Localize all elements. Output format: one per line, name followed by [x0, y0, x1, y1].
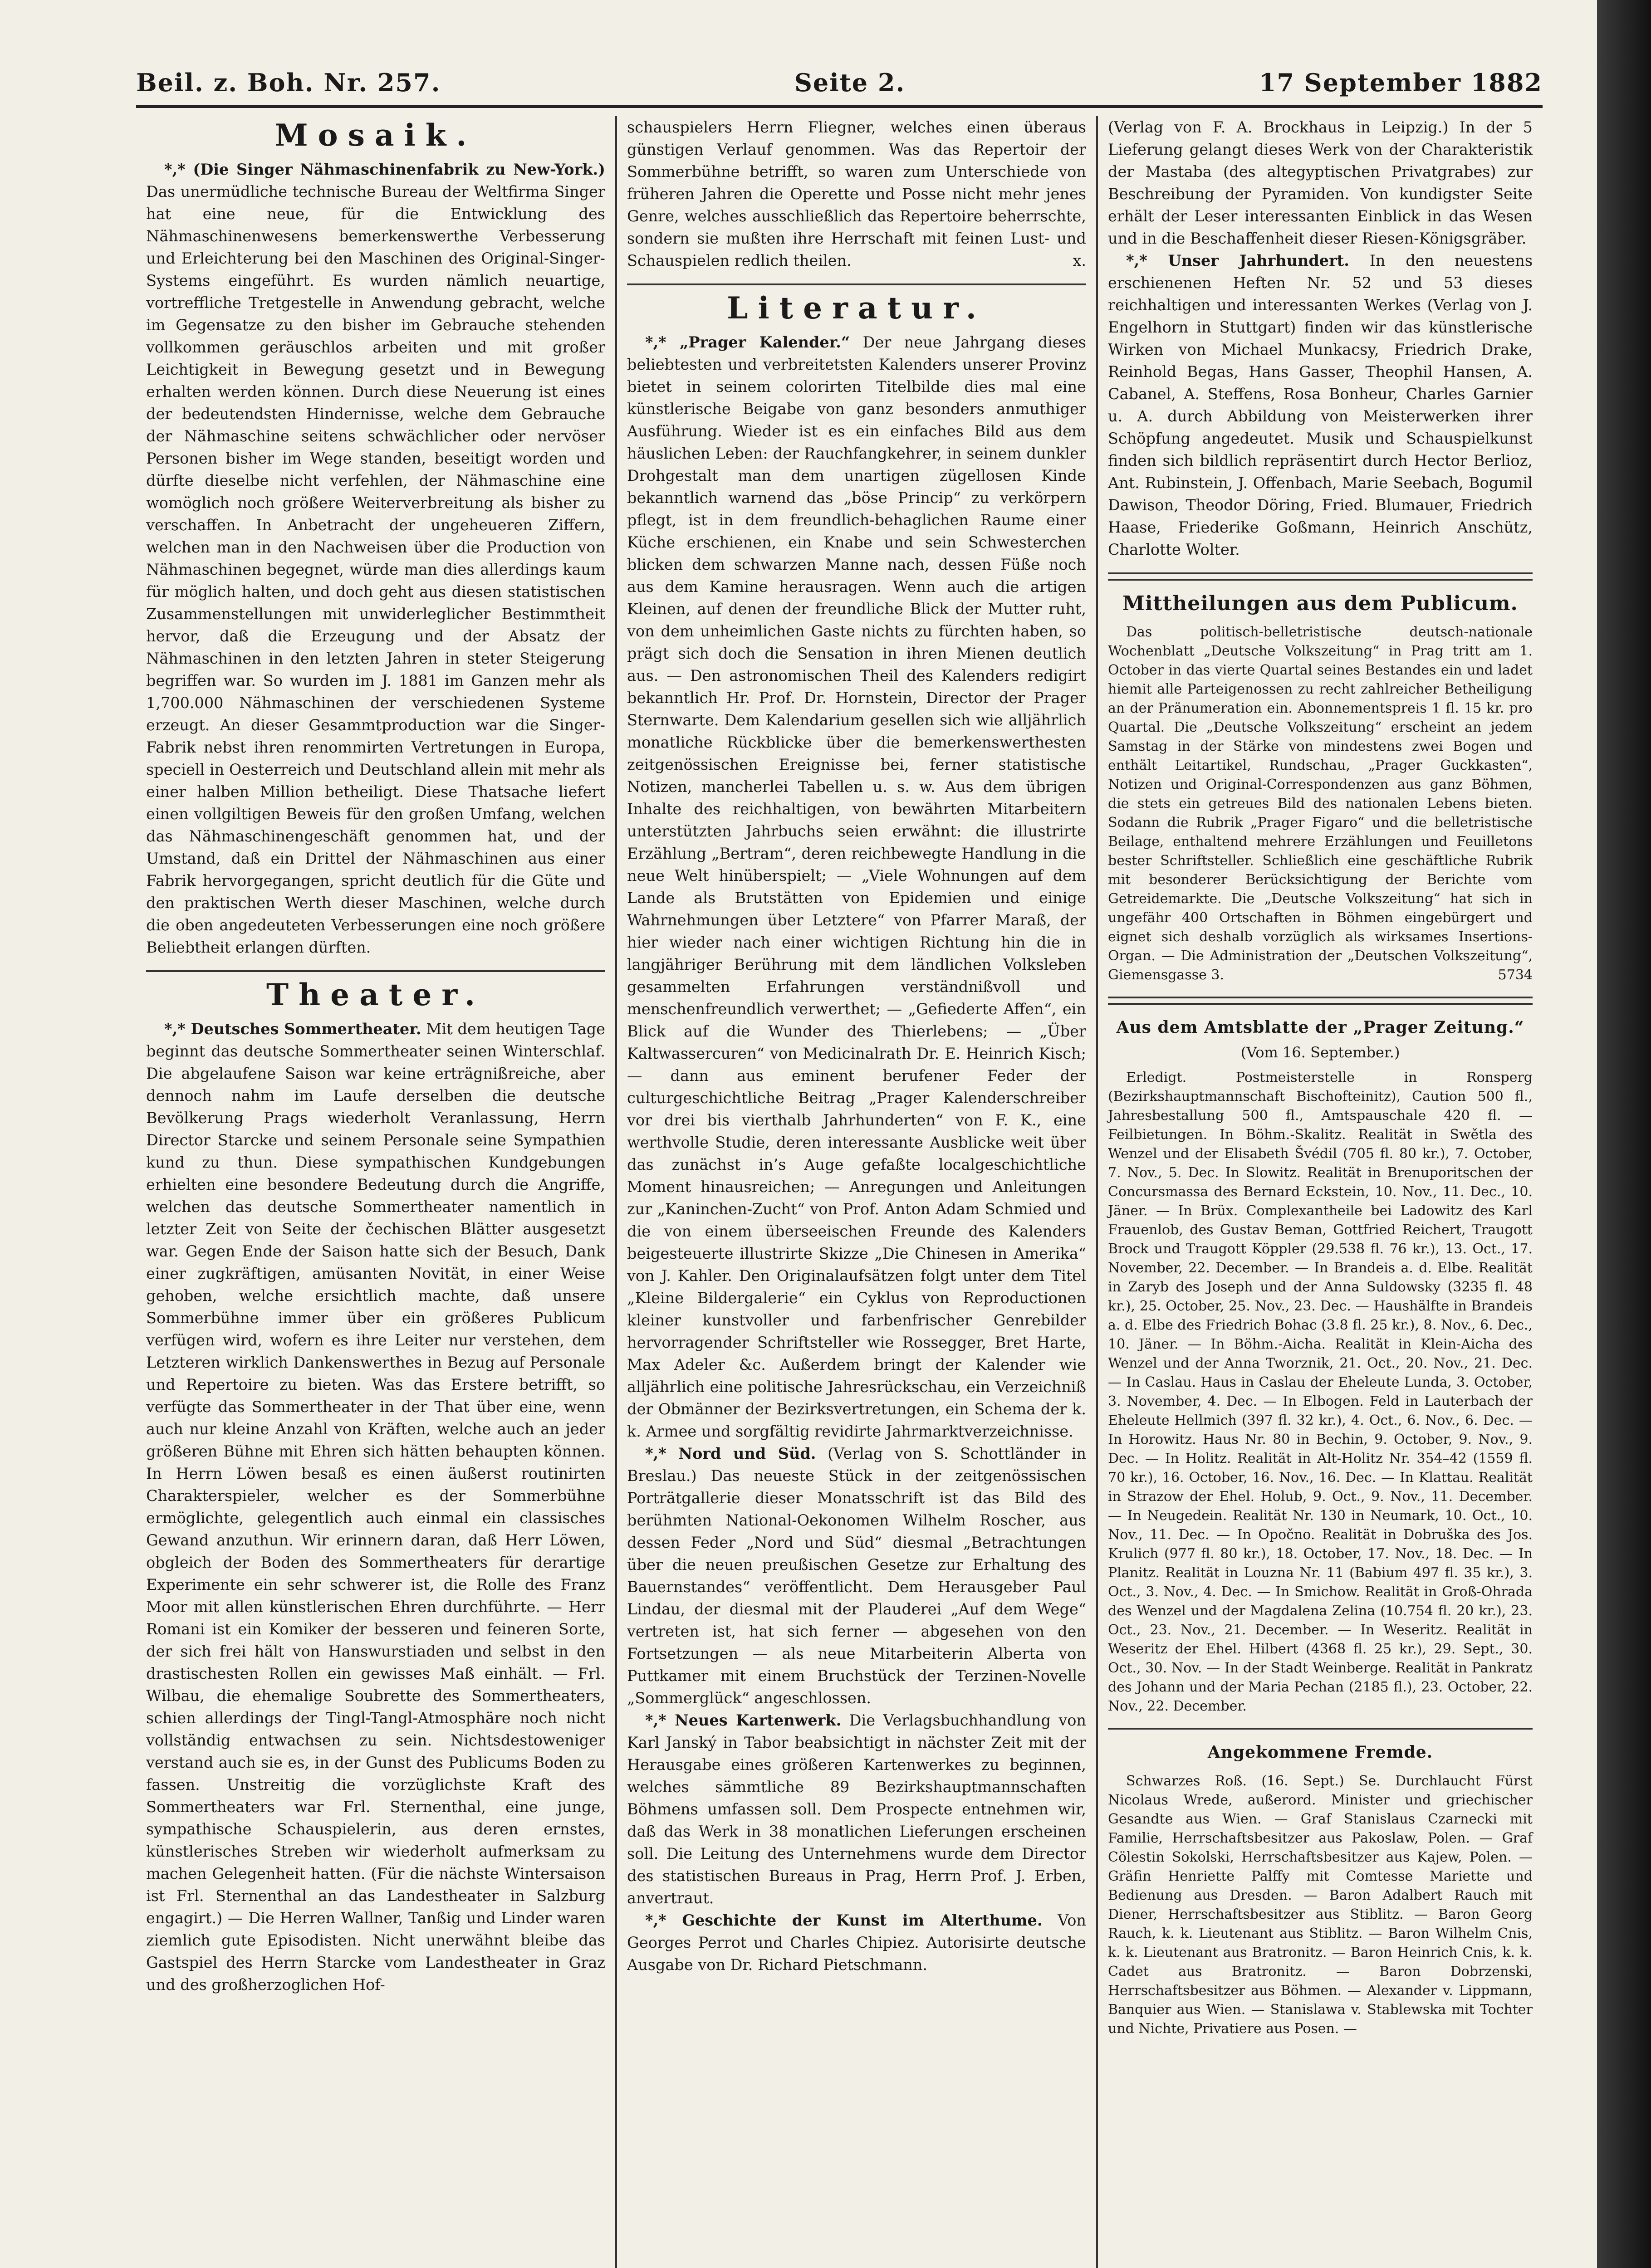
section-title-mosaik: Mosaik. — [274, 117, 477, 153]
article-continuation — [627, 116, 1086, 272]
article-lead: *,* (Die Singer Nähmaschinenfabrik zu New-York.) — [164, 161, 605, 178]
article-body: Das unermüdliche technische Bureau der Weltfirma Singer hat eine neue, für die Entwicklung des Nähmaschinenwesens bemerkenswerthe Verbesserung und Erleichterung bei den Maschinen des Original-Singer-Systems eingeführt. Es wurden nämlich neuartige, vortreffliche Tretgestelle in Anwendung gebracht, welche im Gegensatze zu den bisher im Gebrauche stehenden vollkommen geräuschlos arbeiten und mit großer Leichtigkeit in Bewegung gesetzt und in Bewegung erhalten werden können. Durch diese Neuerung ist eines der bedeutendsten Hindernisse, welche dem Gebrauche der Nähmaschine seitens schwächlicher oder nervöser Personen bisher im Wege standen, beseitigt worden und dürfte dieselbe nicht verfehlen, der Nähmaschine eine womöglich noch größere Weiterverbreitung als bisher zu verschaffen. In Anbetracht der ungeheueren Ziffern, welchen man in den Nachweisen über die Production von Nähmaschinen begegnet, würde man dies allerdings kaum für möglich halten, und doch geht aus diesen statistischen Zusammenstellungen mit unwiderleglicher Bestimmtheit hervor, daß die Erzeugung und der Absatz der Nähmaschinen in den letzten Jahren in steter Steigerung begriffen war. So wurden im J. 1881 im Ganzen mehr als 1,700.000 Nähmaschinen der verschiedenen Systeme erzeugt. An dieser Gesammtproduction war die Singer-Fabrik nebst ihren renommirten Vertretungen in Europa, speciell in Oesterreich und Deutschland allein mit mehr als einer halben Million betheiligt. Diese Thatsache liefert einen vollgiltigen Beweis für den großen Umfang, welchen das Nähmaschinengeschäft genommen hat, und der Umstand, daß ein Drittel der Nähmaschinen aus einer Fabrik hervorgegangen, spricht deutlich für die Güte und den praktischen Werth dieser Maschinen, welche durch die oben angedeuteten Verbesserungen eine noch größere Beliebtheit erlangen dürften. — [146, 183, 605, 956]
header-date: 17 September 1882 — [1259, 68, 1543, 97]
article-unser-jahrhundert — [1108, 249, 1533, 561]
header-page-number: Seite 2. — [794, 68, 906, 97]
scan-edge — [1597, 0, 1651, 2268]
article-body: Von Georges Perrot und Charles Chipiez. Autorisirte deutsche Ausgabe von Dr. Richard Pietschmann. — [627, 1911, 1086, 1974]
article-body: In den neuestens erschienenen Heften Nr. 52 und 53 dieses reichhaltigen und interessanten Werkes (Verlag von J. Engelhorn in Stuttgart) finden wir das künstlerische Wirken von Michael Munkacsy, Friedrich Drake, Reinhold Begas, Hans Gasser, Theophil Hansen, A. Cabanel, A. Steffens, Rosa Bonheur, Charles Garnier u. A. durch Abbildung von Meisterwerken ihrer Schöpfung angedeutet. Musik und Schauspielkunst finden sich bildlich repräsentirt durch Hector Berlioz, Ant. Rubinstein, J. Offenbach, Marie Seebach, Bogumil Dawison, Theodor Döring, Fried. Blumauer, Friedrich Haase, Friederike Goßmann, Heinrich Anschütz, Charlotte Wolter. — [1108, 252, 1533, 558]
article-lead: *,* „Prager Kalender.“ — [645, 333, 850, 351]
article-theater — [146, 1018, 605, 1996]
article-lead: *,* Geschichte der Kunst im Alterthume. — [645, 1911, 1043, 1929]
article-signature: x. — [1073, 252, 1086, 269]
article-nord-und-sued — [627, 1442, 1086, 1709]
section-title-mittheilungen: Mittheilungen aus dem Publicum. — [1122, 592, 1518, 615]
article-body: Der neue Jahrgang dieses beliebtesten und verbreitetsten Kalenders unserer Provinz bietet in seinem colorirten Titelbilde dies mal eine künstlerische Beigabe von ganz besonders anmuthiger Ausführung. Wieder ist es ein einfaches Bild aus dem häuslichen Leben: der Rauchfangkehrer, in seinem dunkler Drohgestalt man dem unartigen zügellosen Kinde bekanntlich warnend das „böse Princip“ zu verkörpern pflegt, ist in dem freundlich-behaglichen Raume einer Küche erschienen, ein Knabe und sein Schwesterchen blicken dem schwarzen Manne nach, dessen Füße noch aus dem Kamine herausragen. Wenn auch die artigen Kleinen, auf denen der freundliche Blick der Mutter ruht, von dem unheimlichen Gaste nichts zu fürchten haben, so prägt sich doch die Sensation in ihren Mienen deutlich aus. — Den astronomischen Theil des Kalenders redigirt bekanntlich Hr. Prof. Dr. Hornstein, Director der Prager Sternwarte. Dem Kalendarium gesellen sich wie alljährlich monatliche Rückblicke über die bemerkenswerthesten zeitgenössischen Ereignisse bei, ferner statistische Notizen, mancherlei Tabellen u. s. w. Aus dem übrigen Inhalte des reichhaltigen, von bewährten Mitarbeitern unterstützten Jahrbuchs seien erwähnt: die illustrirte Erzählung „Bertram“, deren reichbewegte Handlung in die neue Welt hinüberspielt; — „Viele Wohnungen auf dem Lande als Brutstätten von Epidemien und einige Wahrnehmungen über Letztere“ von Pfarrer Maraß, der hier wieder nach einer wichtigen Richtung hin die in langjähriger Berührung mit dem ländlichen Volksleben gesammelten Erfahrungen verständnißvoll und menschenfreundlich verwerthet; — „Gefiederte Affen“, ein Blick auf die Wunder des Thierlebens; — „Über Kaltwassercuren“ von Medicinalrath Dr. E. Heinrich Kisch; — dann aus eminent berufener Feder der culturgeschichtliche Beitrag „Prager Kalenderschreiber vor drei bis vierthalb Jahrhunderten“ von F. K., eine werthvolle Studie, deren interessante Ausblicke weit über das zunächst in’s Auge gefaßte localgeschichtliche Moment hinausreichen; — Anregungen und Anleitungen zur „Kaninchen-Zucht“ von Prof. Anton Adam Schmied und die von einem überseeischen Freunde des Kalenders beigesteuerte illustrirte Skizze „Die Chinesen in Amerika“ von J. Kahler. Den Originalaufsätzen folgt unter dem Titel „Kleine Bildergalerie“ ein Cyklus von Reproductionen kleiner kunstvoller und farbenfrischer Genrebilder hervorragender Schriftsteller wie Rossegger, Bret Harte, Max Adeler &c. Außerdem bringt der Kalender wie alljährlich eine politische Jahresrückschau, ein Verzeichniß der Obmänner der Bezirksvertretungen, ein Schema der k. k. Armee und sorgfältig revidirte Jahrmarktverzeichnisse. — [627, 333, 1086, 1440]
header-issue: Beil. z. Boh. Nr. 257. — [136, 68, 441, 97]
column-3 — [1098, 116, 1543, 2268]
article-lead: *,* Neues Kartenwerk. — [645, 1711, 842, 1729]
article-mosaik — [146, 158, 605, 958]
article-body: (Verlag von S. Schottländer in Breslau.) Das neueste Stück in der zeitgenössischen Porträtgallerie dieser Monatsschrift ist das Bild des berühmten National-Oekonomen Wilhelm Roscher, aus dessen Feder „Nord und Süd“ diesmal „Betrachtungen über die neuen preußischen Gesetze zur Erhaltung des Bauernstandes“ veröffentlicht. Dem Herausgeber Paul Lindau, der diesmal mit der Plauderei „Auf dem Wege“ vertreten ist, hat sich ferner — abgesehen von den Fortsetzungen — als neue Mitarbeiterin Alberta von Puttkamer mit einem Bruchstück der Terzinen-Novelle „Sommerglück“ angeschlossen. — [627, 1445, 1087, 1707]
divider — [146, 970, 605, 972]
article-prager-kalender — [627, 331, 1086, 1442]
article-mittheilungen — [1108, 623, 1533, 985]
article-lead: *,* Unser Jahrhundert. — [1126, 252, 1349, 269]
section-subtitle-amtsblatt: (Vom 16. September.) — [1240, 1044, 1400, 1061]
article-lead: *,* Deutsches Sommertheater. — [164, 1020, 421, 1038]
article-continuation: (Verlag von F. A. Brockhaus in Leipzig.) In der 5 Lieferung gelangt dieses Werk von der Charakteristik der Mastaba (des altegyptischen Privatgrabes) zur Beschreibung der Pyramiden. Von kundigster Seite erhält der Leser interessanten Einblick in das Wesen und in die Beschaffenheit dieser Riesen-Königsgräber. — [1108, 118, 1533, 247]
divider — [1108, 997, 1533, 1005]
article-lead: *,* Nord und Süd. — [645, 1445, 816, 1462]
divider — [627, 284, 1086, 285]
article-fremde: Schwarzes Roß. (16. Sept.) Se. Durchlaucht Fürst Nicolaus Wrede, außerord. Minister und griechischer Gesandte aus Wien. — Graf Stanislaus Czarnecki mit Familie, Herrschaftsbesitzer aus Pakoslaw, Polen. — Graf Cölestin Sokolski, Herrschaftsbesitzer aus Kajew, Polen. — Gräfin Henriette Palffy mit Comtesse Mariette und Bedienung aus Dresden. — Baron Adalbert Rauch mit Diener, Herrschaftsbesitzer aus Stiblitz. — Baron Georg Rauch, k. k. Lieutenant aus Stiblitz. — Baron Wilhelm Cnis, k. k. Lieutenant aus Bratronitz. — Baron Heinrich Cnis, k. k. Cadet aus Bratronitz. — Baron Dobrzenski, Herrschaftsbesitzer aus Böhmen. — Alexander v. Lippmann, Banquier aus Wien. — Stanislawa v. Stablewska mit Tochter und Nichte, Privatiere aus Posen. — — [1108, 1773, 1533, 2037]
section-title-fremde: Angekommene Fremde. — [1207, 1743, 1433, 1762]
article-kartenwerk — [627, 1709, 1086, 1909]
article-kunstgeschichte — [627, 1909, 1086, 1976]
section-title-amtsblatt: Aus dem Amtsblatte der „Prager Zeitung.“ — [1116, 1018, 1524, 1037]
ad-number: 5734 — [1498, 967, 1533, 983]
page-header — [136, 68, 1543, 108]
divider — [1108, 1728, 1533, 1730]
column-1 — [136, 116, 617, 2268]
section-title-literatur: Literatur. — [727, 290, 986, 326]
article-amtsblatt: Erledigt. Postmeisterstelle in Ronsperg (Bezirkshauptmannschaft Bischofteinitz), Caution 500 fl., Jahresbestallung 500 fl., Amtspauschale 420 fl. — Feilbietungen. In Böhm.-Skalitz. Realität in Swětla des Wenzel und der Elisabeth Švédil (705 fl. 80 kr.), 7. October, 7. Nov., 5. Dec. In Slowitz. Realität in Brenuporitschen der Concursmassa des Bernard Eckstein, 10. Nov., 11. Dec., 10. Jäner. — In Brüx. Complexantheile bei Ladowitz des Karl Frauenlob, des Gustav Beman, Gottfried Reichert, Traugott Brock und Traugott Köppler (29.538 fl. 76 kr.), 13. Oct., 17. November, 22. December. — In Brandeis a. d. Elbe. Realität in Zaryb des Joseph und der Anna Suldowsky (3235 fl. 48 kr.), 25. October, 25. Nov., 23. Dec. — Haushälfte in Brandeis a. d. Elbe des Friedrich Bohac (3.8 fl. 25 kr.), 8. Nov., 6. Dec., 10. Jäner. — In Böhm.-Aicha. Realität in Klein-Aicha des Wenzel und der Anna Tworznik, 21. Oct., 20. Nov., 21. Dec. — In Caslau. Haus in Caslau der Eheleute Lunda, 3. October, 3. November, 4. Dec. — In Elbogen. Feld in Lauterbach der Eheleute Hellmich (397 fl. 32 kr.), 4. Oct., 6. Nov., 6. Dec. — In Horowitz. Haus Nr. 80 in Bechin, 9. October, 9. Nov., 9. Dec. — In Holitz. Realität in Alt-Holitz Nr. 354–42 (1559 fl. 70 kr.), 16. October, 16. Nov., 16. Dec. — In Klattau. Realität in Strazow der Ehel. Holub, 9. Oct., 9. Nov., 11. December. — In Neugedein. Realität Nr. 130 in Neumark, 10. Oct., 10. Nov., 11. Dec. — In Opočno. Realität in Dobruška des Jos. Krulich (977 fl. 80 kr.), 18. October, 17. Nov., 18. Dec. — In Planitz. Realität in Louzna Nr. 11 (Babium 497 fl. 35 kr.), 3. Oct., 3. Nov., 4. Dec. — In Smichow. Realität in Groß-Ohrada des Wenzel und der Magdalena Zelina (10.754 fl. 20 kr.), 23. Oct., 23. Nov., 21. December. — In Weseritz. Realität in Weseritz der Ehel. Hilbert (4368 fl. 25 kr.), 29. Sept., 30. Oct., 30. Nov. — In der Stadt Weinberge. Realität in Pankratz des Johann und der Maria Pechan (2185 fl.), 23. October, 22. Nov., 22. December. — [1108, 1070, 1533, 1714]
article-body: Mit dem heutigen Tage beginnt das deutsche Sommertheater seinen Winterschlaf. Die abgelaufene Saison war keine erträgnißreiche, aber dennoch nahm im Laufe derselben die deutsche Bevölkerung Prags wiederholt Veranlassung, Herrn Director Starcke und seinem Personale seine Sympathien kund zu thun. Diese sympathischen Kundgebungen erhielten eine besondere Bedeutung durch die Angriffe, welchen das deutsche Sommertheater namentlich in letzter Zeit von Seite der čechischen Blätter ausgesetzt war. Gegen Ende der Saison hatte sich der Besuch, Dank einer zugkräftigen, amüsanten Novität, in einer Weise gehoben, welche ersichtlich machte, daß unsere Sommerbühne immer über ein größeres Publicum verfügen wird, wofern es ihre Leiter nur verstehen, dem Letzteren wirklich Dankenswerthes in Bezug auf Personale und Repertoire zu bieten. Was das Erstere betrifft, so verfügte das Sommertheater in der That über eine, wenn auch nur kleine Anzahl von Kräften, welche auch an jeder größeren Bühne mit Ehren sich hätten behaupten können. In Herrn Löwen besaß es einen äußerst routinirten Charakterspieler, welcher es der Sommerbühne ermöglichte, gelegentlich auch einmal ein classisches Gewand anzuthun. Wir erinnern daran, daß Herr Löwen, obgleich der Boden des Sommertheaters für derartige Experimente ein sehr schwerer ist, die Rolle des Franz Moor mit allen künstlerischen Ehren durchführte. — Herr Romani ist ein Komiker der besseren und feineren Sorte, der sich frei hält von Hanswurstiaden und selbst in den drastischesten Rollen ein gewisses Maß einhält. — Frl. Wilbau, die ehemalige Soubrette des Sommertheaters, schien allerdings der Tingl-Tangl-Atmosphäre noch nicht vollständig entwachsen zu sein. Nichtsdestoweniger verstand auch sie es, in der Gunst des Publicums Boden zu fassen. Unstreitig die vorzüglichste Kraft des Sommertheaters war Frl. Sternenthal, eine junge, sympathische Schauspielerin, aus deren ernstes, künstlerisches Streben wir wiederholt aufmerksam zu machen Gelegenheit hatten. (Für die nächste Wintersaison ist Frl. Sternenthal an das Landestheater in Salzburg engagirt.) — Die Herren Wallner, Tanßig und Linder waren ziemlich gute Episodisten. Nicht unerwähnt bleibe das Gastspiel des Herrn Starcke vom Landestheater in Graz und des großherzoglichen Hof- — [146, 1020, 605, 1994]
article-body: Das politisch-belletristische deutsch-nationale Wochenblatt „Deutsche Volkszeitung“ in Prag tritt am 1. October in das vierte Quartal seines Bestandes ein und ladet hiemit alle Parteigenossen zu recht zahlreicher Betheiligung an der Pränumeration ein. Abonnementspreis 1 fl. 15 kr. pro Quartal. Die „Deutsche Volkszeitung“ erscheint an jedem Samstag in der Stärke von mindestens zwei Bogen und enthält Leitartikel, Rundschau, „Prager Guckkasten“, Notizen und Original-Correspondenzen aus ganz Böhmen, die stets ein getreues Bild des nationalen Lebens bieten. Sodann die Rubrik „Prager Figaro“ und die belletristische Beilage, enthaltend mehrere Erzählungen und Feuilletons bester Schriftsteller. Schließlich eine geschäftliche Rubrik mit besonderer Berücksichtigung der Berichte vom Getreidemarkte. Die „Deutsche Volkszeitung“ hat sich in ungefähr 400 Ortschaften in Böhmen eingebürgert und eignet sich deshalb vorzüglich als wirksames Insertions-Organ. — Die Administration der „Deutschen Volkszeitung“, Giemensgasse 3. — [1108, 624, 1533, 983]
article-body: Die Verlagsbuchhandlung von Karl Janský in Tabor beabsichtigt in nächster Zeit mit der Herausgabe eines größeren Kartenwerkes zu beginnen, welches sämmtliche 89 Bezirkshauptmannschaften Böhmens umfassen soll. Dem Prospecte entnehmen wir, daß das Werk in 38 monatlichen Lieferungen erscheinen soll. Die Leitung des Unternehmens wurde dem Director des statistischen Bureaus in Prag, Herrn Prof. J. Erben, anvertraut. — [627, 1711, 1086, 1907]
column-2 — [617, 116, 1098, 2268]
article-body: schauspielers Herrn Fliegner, welches einen überaus günstigen Verlauf genommen. Was das Repertoir der Sommerbühne betrifft, so waren zum Unterschiede von früheren Jahren die Operette und Posse nicht mehr jenes Genre, welches ausschließlich das Repertoire beherrschte, sondern sie mußten ihre Herrschaft mit feinen Lust- und Schauspielen redlich theilen. — [627, 118, 1086, 269]
columns — [136, 116, 1543, 2268]
section-title-theater: Theater. — [266, 977, 485, 1012]
divider — [1108, 572, 1533, 581]
